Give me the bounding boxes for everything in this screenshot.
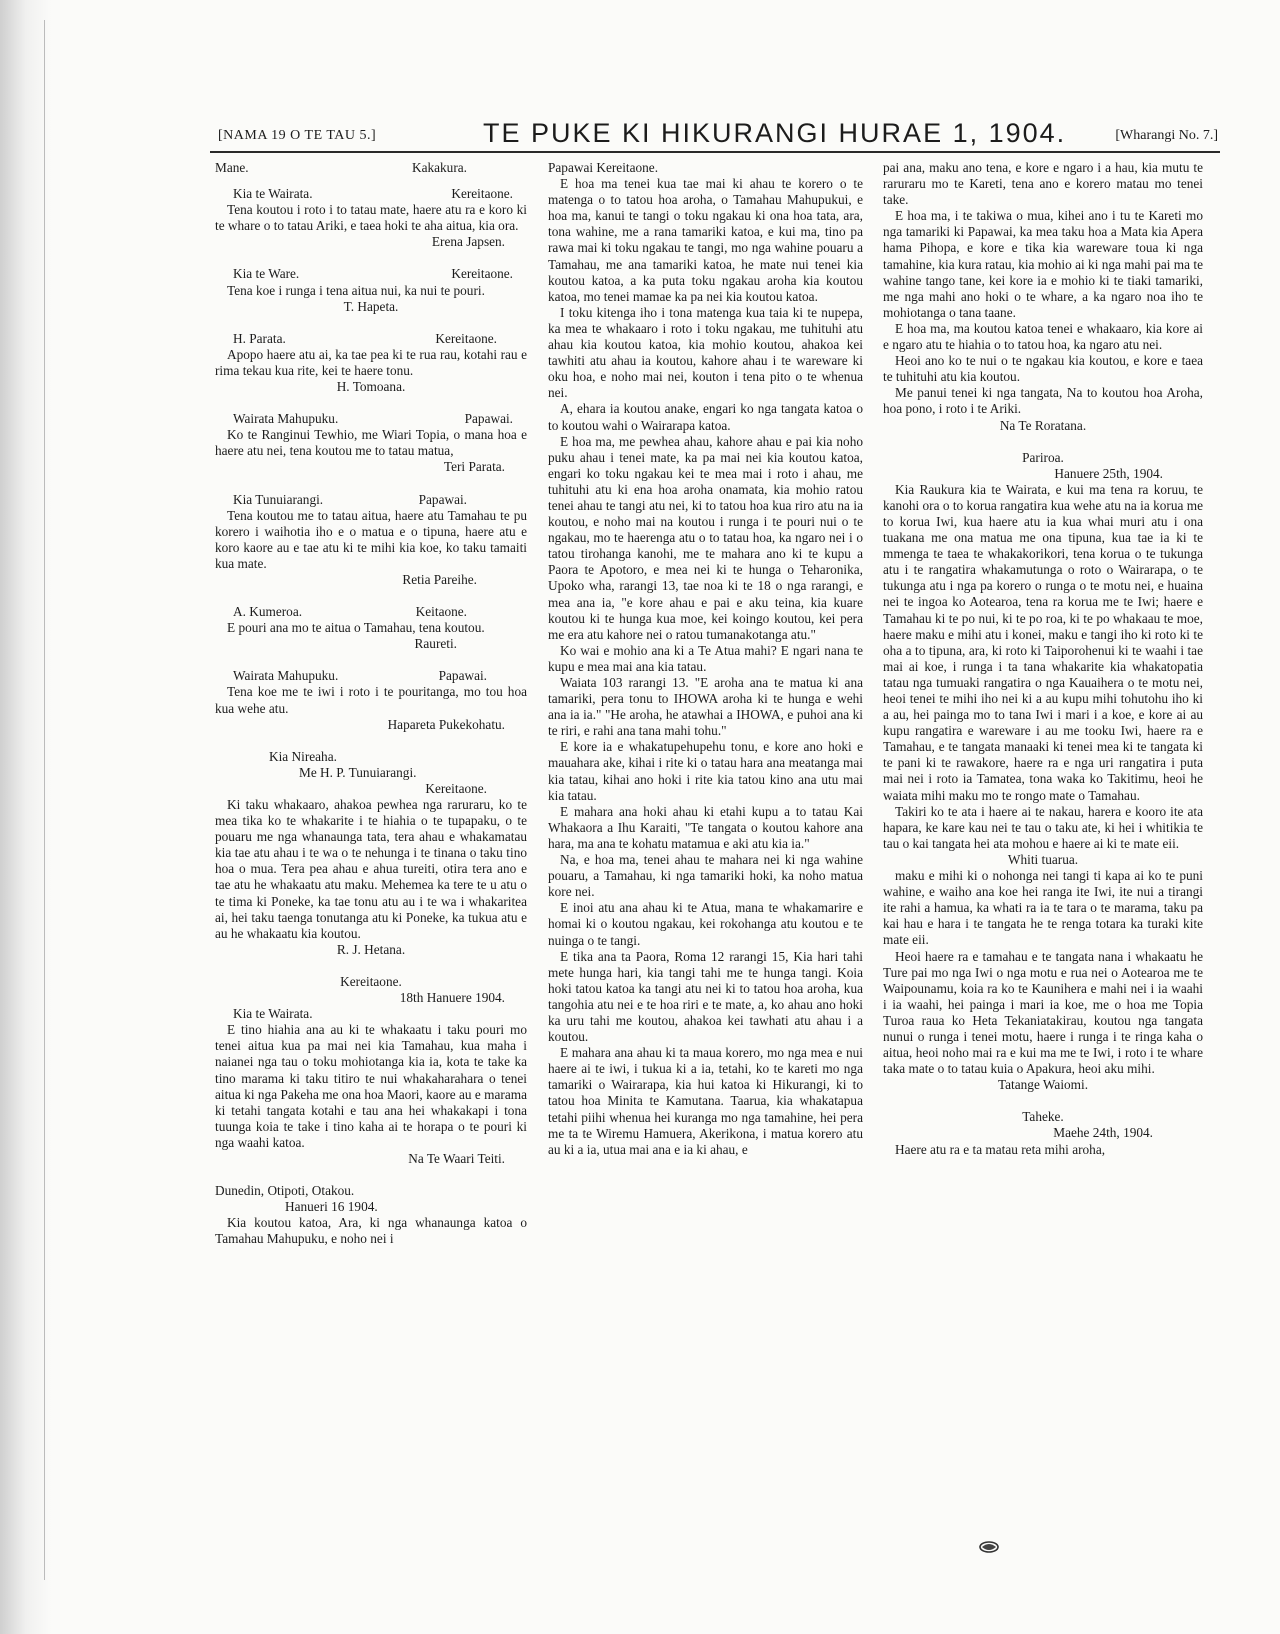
paragraph: E mahara ana hoki ahau ki etahi kupu a to tatau Kai Whakaora a Ihu Karaiti, "Te tangata o koutou kahore ana hara, ma ana te kohatu matamua e aki atu kia ia." — [548, 803, 863, 851]
telegram-to: Me H. P. Tunuiarangi. — [299, 764, 417, 780]
telegram-header — [215, 160, 527, 176]
scan-margin — [0, 0, 86, 1634]
header-rule — [210, 151, 1220, 153]
letter-place: Taheke. — [1022, 1109, 1064, 1125]
telegram-body: Apopo haere atu ai, ka tae pea ki te rua rau, kotahi rau e rima tekau kua rite, kei te haere tonu. — [215, 346, 527, 378]
letter-date: Hanueri 16 1904. — [285, 1199, 378, 1215]
poem-verse: maku e mihi ki o nohonga nei tangi ti kapa ai ko te puni wahine, e waiho ana koe hei ranga ite Iwi, ite nui a tirangi ite rahi a hamua, ka whati ra ia te tara o te marama, taku pa kai hau e hara i te tangata he te renga totara ka turaki kite mate eii. — [883, 868, 1203, 948]
letter-body: Kia koutou katoa, Ara, ki nga whanaunga katoa o Tamahau Mahupuku, e noho nei i — [215, 1215, 527, 1247]
letter-body: Kia Raukura kia te Wairata, e kui ma tena ra koruu, te kanohi ora o to korua rangatira kua wehe atu na ia korua me to korua Iwi, kua haere atu ia kua whai muri atu i ona tuakana me ona matua me ona tipuna, kua tae ia ki te mmenga te taea te whakakorikori, tena korua o te tukunga atu i te rangatira whakamutunga o roto o Wairarapa, o te tukunga atu i nga pa korero o runga o te motu nei, e huaina nei te ingoa ko Aotearoa, tena ra korua me te Iwi; haere e Tamahau ki te po nui, ki te po roa, ki te po whakaau te moe, haere maku e mihi atu i konei, maku e tangi iho ki roto ki te oha a to tipuna, ara, ki roto ki Taiporohenui ki te waahi i tae mai ai koe, i runga i ta tana whakarite kia whakatopatia tatau nga tumuaki rangatira o nga Kauaihera o te motu nei, heoi tenei te mihi iho nei ki a au kupu mihi tohutohu iho ki a au, hei painga mo to tana Iwi i mari i a koe, e kore ai au kupu rangatira e wareware i au me tooku Iwi, haere ra e Tamahau, e te tangata manaaki ki tenei mea ki te tangata ki te pani ki te rawakore, haere ra e nga uri rangatira i puta mai nei i roto ia Tamatea, tona waka ko Takitimu, heoi he waiata mihi maku mo te rongo mate o Tamahau. — [883, 481, 1203, 803]
letter-body: E tino hiahia ana au ki te whakaatu i taku pouri mo tenei aitua kua pa mai nei kia Tamahau, kua maha i naianei nga tau o toku mohiotanga kia ia, kota te take ka tino marama ki taku titiro te nui whakaharahara o tenei aitua ki nga Pakeha me ona hoa Maori, kaore au e marama ki tetahi tangata kotahi e tau ana hei whakakapi i tona tuunga koia te take i tino kaha ai te horapa o te pouri ki nga waahi katoa. — [215, 1022, 527, 1150]
paragraph: E tika ana ta Paora, Roma 12 rarangi 15, Kia hari tahi mete hunga hari, kia tangi tahi me te hunga tangi. Koia hoki tatou katoa ka tangi atu nei ki to tatou hoa aroha, kua tangohia atu nei e te hoa riri e te mate, a, ko ahau ano hoki ka uru tahi me koutou, ahakoa kei tawhati atu ahau i a koutou. — [548, 948, 863, 1045]
paragraph: E mahara ana ahau ki ta maua korero, mo nga mea e nui haere ai te iwi, i tukua ki a ia, tetahi, ko te kareti mo nga tamariki o Wairarapa, kia hui katoa ki Hikurangi, ki to tatou hoa Minita te Kamutana. Taarua, kia whakatapua tetahi piihi whenua hei kuranga mo nga tamahine, hei pera me ta te Wiremu Hamuera, Akerikona, i matua korero atu au ki a ia, utua mai ana e ia ki ahau, e — [548, 1045, 863, 1157]
paragraph: Heoi haere ra e tamahau e te tangata nana i whakaatu he Ture pai mo nga Iwi o nga motu e rua nei o Aotearoa me te Waipounamu, koia ra ko te Kaunihera e mahi nei i ia waahi i ia waahi, hei painga i mari ia koe, me o hoa me Topia Turoa raua ko Heta Tekaniatakirau, koutou nga tangata nunui o runga i tenei motu, haere i runga i te ringa kaha o aitua, heoi noho mai ra e kui ma me te Iwi, i roto i te whare taka mate o to tatau kuia o Apakura, heoi aku mihi. — [883, 948, 1203, 1077]
telegram-place: Kakakura. — [411, 160, 467, 175]
letter-date: 18th Hanuere 1904. — [399, 990, 505, 1006]
telegram-header — [215, 668, 527, 684]
telegram-signature: H. Tomoana. — [336, 379, 406, 395]
letter-place: Papawai Kereitaone. — [548, 160, 659, 175]
letter-date: Hanuere 25th, 1904. — [1054, 465, 1163, 481]
paragraph: E kore ia e whakatupehupehu tonu, e kore ano hoki e mauahara ake, kihai i rite ki o tatau hara ana meatanga mai kia tatau, kihai ano hoki i rite kia tatou kino ana utu mai kia tatau. — [548, 739, 863, 803]
telegram-to: Kia te Wairata. — [233, 186, 313, 202]
column-2 — [548, 160, 863, 1158]
telegram-signature: Teri Parata. — [443, 459, 505, 475]
column-3 — [883, 160, 1203, 1158]
paragraph: Me panui tenei ki nga tangata, Na to koutou hoa Aroha, hoa pono, i roto i te Ariki. — [883, 385, 1203, 417]
paragraph: E hoa ma, ma koutou katoa tenei e whakaaro, kia kore ai e ngaro atu te hiahia o to tatou hoa, ka ngaro atu nei. — [883, 320, 1203, 353]
letter-to: Kia te Wairata. — [233, 1006, 313, 1022]
letter-date: Maehe 24th, 1904. — [1053, 1125, 1153, 1141]
letter-place: Pariroa. — [1022, 449, 1064, 465]
telegram-body: Ko te Ranginui Tewhio, me Wiari Topia, o mana hoa e haere atu nei, tena koutou me to tatau matua, — [215, 427, 527, 459]
paragraph: I toku kitenga iho i tona matenga kua taia ki te nupepa, ka mea te whakaaro i roto i toku ngakau, me tuhituhi atu ahau kia koutou katoa, kia mohio koutou, ahakoa kei tawhiti atu ahau ia koutou, kahore ahau i te wareware ki oku hoa, e noho mai nei, kouton i tena pito o te whenua nei. — [548, 304, 863, 401]
paragraph: Na, e hoa ma, tenei ahau te mahara nei ki nga wahine pouaru, a Tamahau, ki nga tamariki hoki, ka noho matua kore nei. — [548, 852, 863, 900]
telegram-header — [215, 604, 527, 620]
telegram-body: Tena koutou me to tatau aitua, haere atu Tamahau te pu korero i waihotia iho e o matua e o tipuna, haere atu e koro kaore au e tae atu ki te mihi kia koe, ko taku tamaiti kua mate. — [215, 507, 527, 571]
telegram-to: Mane. — [215, 160, 249, 175]
poem-verse: Takiri ko te ata i haere ai te nakau, harera e kooro ite ata hapara, ke kare kau nei te tau o taku ate, ki hei i whitikia te tau o kai tangata hei ata mohou e haere ai ki te mate eii. — [883, 803, 1203, 851]
telegram-body: Tena koe i runga i tena aitua nui, ka nui te pouri. — [227, 282, 485, 298]
telegram-signature: Hapareta Pukekohatu. — [387, 716, 505, 732]
paragraph: E inoi atu ana ahau ki te Atua, mana te whakamarire e homai ki o koutou ngakau, kei rokohanga atu koutou e te nuinga o te tangi. — [548, 900, 863, 948]
paragraph: E hoa ma, me pewhea ahau, kahore ahau e pai kia noho puku ahau i tenei mate, ka pa mai nei kia koutou katoa, engari ko toku ngakau kei te mea mai i roto i ahau, me tuhituhi atu ki ena hoa aroha onamata, kia mohio ratou tenei ahau te tangi atu nei, ki to tatou hoa kua riro atu na ia koutou, e noho mai na koutou i runga i te pouri nui o te ngakau, mo te haerenga atu o to tatau hoa, ka ngaro nei i o tatou tirohanga kanohi, me te mahara ano ki te kupu a Paora te Apotoro, e mea nei ki te hunga o Teharonika, Upoko wha, rarangi 13, tae noa ki te 18 o nga rarangi, e mea ana ia, "e kore ahau e pai e aku teina, kia kuare koutou ki te hunga kua moe, kei koingo koutou, kei pera me era atu kahore nei o ratou tumanakotanga atu." — [548, 433, 863, 642]
masthead-title: TE PUKE KI HIKURANGI HURAE 1, 1904. — [483, 118, 1067, 148]
telegram-signature: Retia Pareihe. — [402, 571, 477, 587]
telegram-header — [215, 186, 527, 202]
paragraph: Waiata 103 rarangi 13. "E aroha ana te matua ki ana tamariki, pera tonu to IHOWA aroha ki te hunga e wehi ana ia ia." "He aroha, he atawhai a IHOWA, e puhoi ana ki te riri, e rahi ana tana mahi tohu." — [548, 675, 863, 739]
page-header — [218, 118, 1218, 152]
telegram-signature: R. J. Hetana. — [336, 941, 406, 957]
letter-place: Dunedin, Otipoti, Otakou. — [215, 1183, 355, 1199]
telegram-to: H. Parata. — [233, 330, 286, 346]
issue-number: [NAMA 19 O TE TAU 5.] — [218, 128, 377, 143]
fleuron-icon — [978, 1540, 1000, 1554]
telegram-body: Ki taku whakaaro, ahakoa pewhea nga raruraru, ko te mea tika ko te whakarite i te hiahia o te tupapaku, o te pouaru me nga whanaunga tata, tera ahau e whakamatau kia tae atu ahau i te wa o te nehunga i te tinana o taku tino hoa o mua. Tera pea ahau e ahua tureiti, otira tera ano e tae atu he whakaatu atu maku. Mehemea ka tere te u atu o te tima ki Poneke, ka tae tonu atu au i te wa i whakaritea ai, hei taku taenga tonutanga atu ki Poneke, ka tukua atu e au he whakaatu kia koutou. — [215, 797, 527, 941]
letter-body: Haere atu ra e ta matau reta mihi aroha, — [895, 1141, 1106, 1157]
telegram-place: Papawai. — [438, 668, 487, 684]
telegram-header — [215, 411, 527, 427]
letter-signature: Na Te Roratana. — [999, 417, 1087, 433]
telegram-to: Wairata Mahupuku. — [233, 411, 339, 427]
telegram-signature: Erena Japsen. — [431, 234, 505, 250]
telegram-place: Papawai. — [464, 411, 513, 427]
telegram-place: Kereitaone. — [435, 330, 497, 346]
telegram-place: Keitaone. — [415, 604, 467, 620]
telegram-body: Tena koe me te iwi i roto i te pouritanga, mo tou hoa kua wehe atu. — [215, 684, 527, 716]
letter-signature: Tatange Waiomi. — [997, 1077, 1089, 1093]
letter-place: Kereitaone. — [340, 973, 402, 989]
paragraph: Heoi ano ko te nui o te ngakau kia koutou, e kore e taea te tuhituhi atu kia koutou. — [883, 353, 1203, 385]
telegram-body: Tena koutou i roto i to tatau mate, haere atu ra e koro ki te whare o to tatau Ariki, e taea hoki te aha aitua, kia ora. — [215, 202, 527, 234]
paragraph: Ko wai e mohio ana ki a Te Atua mahi? E ngari nana te kupu e mea mai ana kia tatau. — [548, 642, 863, 674]
telegram-to: A. Kumeroa. — [233, 604, 303, 620]
telegram-header — [215, 331, 527, 347]
page-number: [Wharangi No. 7.] — [1115, 128, 1218, 143]
telegram-to: Kia Nireaha. — [269, 748, 337, 764]
paragraph: E hoa ma, i te takiwa o mua, kihei ano i tu te Kareti mo nga tamariki ki Papawai, ka mea taku hoa a Mata kia Apera hama Pihopa, e kore e tika kia wareware toua ki nga tamahine, kia kura ratau, kia mohio ai ki nga mahi pai ma te wahine tango tane, kei kore ia e mohio ki te tiaki tamariki, me nga mahi ano hoki o te whare, a ka ngaro noa iho te mohiotanga o tana taane. — [883, 208, 1203, 320]
paragraph: pai ana, maku ano tena, e kore e ngaro i a hau, kia mutu te raruraru mo te Kareti, tena ano e korero matau mo tenei take. — [883, 160, 1203, 208]
telegram-to: Kia te Ware. — [233, 266, 300, 282]
telegram-signature: T. Hapeta. — [343, 298, 399, 314]
telegram-place: Kereitaone. — [451, 186, 513, 202]
letter-signature: Na Te Waari Teiti. — [408, 1150, 505, 1166]
paragraph: A, ehara ia koutou anake, engari ko nga tangata katoa o to koutou wahi o Wairarapa katoa. — [548, 401, 863, 433]
telegram-to: Kia Tunuiarangi. — [233, 491, 324, 507]
column-1 — [215, 160, 527, 1247]
telegram-header — [215, 492, 527, 508]
telegram-place: Kereitaone. — [451, 266, 513, 282]
telegram-body: E pouri ana mo te aitua o Tamahau, tena koutou. — [227, 620, 485, 636]
telegram-place: Kereitaone. — [425, 780, 487, 796]
telegram-header — [215, 266, 527, 282]
telegram-place: Papawai. — [418, 491, 467, 507]
telegram-to: Wairata Mahupuku. — [233, 668, 339, 684]
telegram-signature: Raureti. — [414, 636, 457, 652]
verse-heading: Whiti tuarua. — [1007, 851, 1079, 867]
paragraph: E hoa ma tenei kua tae mai ki ahau te korero o te matenga o to tatou hoa aroha, o Tamahau Mahupukui, e hoa ma, kanui te tangi o toku ngakau ki ona hoa tata, ara, tona wahine, me a rana tamariki katoa, e kui ma, tino pa rawa mai ki toku ngakau te tangi, mo nga wahine pouaru a Tamahau, me ana tamariki katoa, he mate nui tenei kia koutou katoa, a ka puta toku ngakau aroha kia koutou katoa, mo tenei mamae ka pa nei kia koutou katoa. — [548, 176, 863, 304]
margin-rule — [44, 20, 45, 1580]
